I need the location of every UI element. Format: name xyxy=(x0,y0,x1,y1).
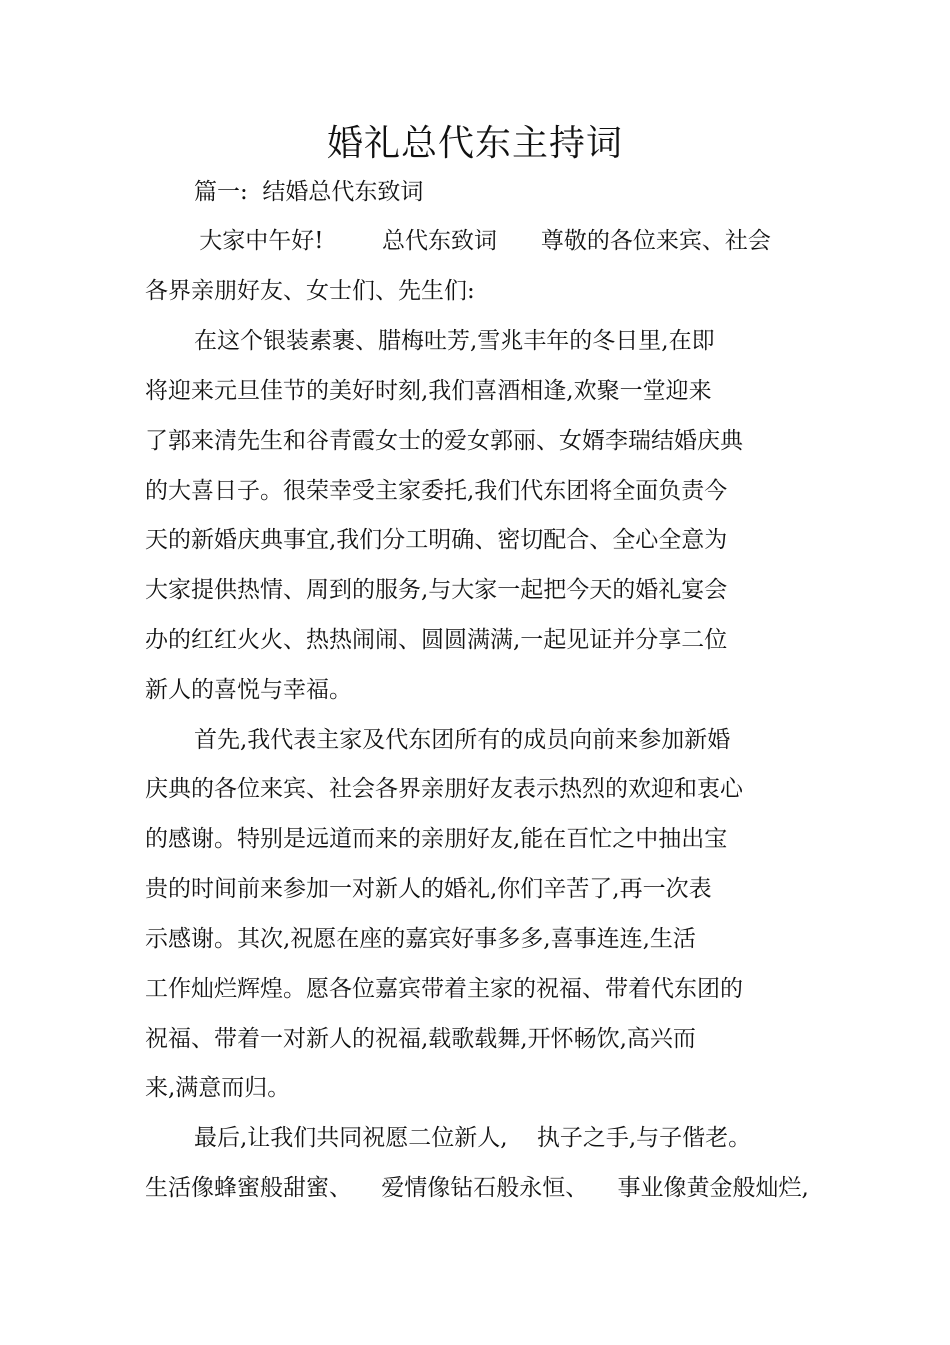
text-line: 庆典的各位来宾、社会各界亲朋好友表示热烈的欢迎和衷心 xyxy=(145,776,743,802)
text-line: 示感谢。其次,祝愿在座的嘉宾好事多多,喜事连连,生活 xyxy=(145,926,696,952)
text-line: 祝福、带着一对新人的祝福,载歌载舞,开怀畅饮,高兴而 xyxy=(145,1026,696,1052)
text-line: 在这个银装素裹、腊梅吐芳,雪兆丰年的冬日里,在即 xyxy=(194,328,715,354)
text-line: 生活像蜂蜜般甜蜜、 爱情像钻石般永恒、 事业像黄金般灿烂, xyxy=(145,1175,809,1201)
text-line: 来,满意而归。 xyxy=(145,1075,291,1101)
text-line: 各界亲朋好友、女士们、先生们: xyxy=(145,278,475,304)
text-line: 贵的时间前来参加一对新人的婚礼,你们辛苦了,再一次表 xyxy=(145,876,712,902)
text-line: 办的红红火火、热热闹闹、圆圆满满,一起见证并分享二位 xyxy=(145,627,728,653)
text-line: 工作灿烂辉煌。愿各位嘉宾带着主家的祝福、带着代东团的 xyxy=(145,976,743,1002)
text-line: 最后,让我们共同祝愿二位新人, 执子之手,与子偕老。 xyxy=(194,1125,752,1151)
text-line: 大家提供热情、周到的服务,与大家一起把今天的婚礼宴会 xyxy=(145,577,728,603)
section-heading: 篇一: 结婚总代东致词 xyxy=(194,179,424,205)
document-title: 婚礼总代东主持词 xyxy=(326,123,623,164)
text-line: 首先,我代表主家及代东团所有的成员向前来参加新婚 xyxy=(194,727,731,753)
text-line: 了郭来清先生和谷青霞女士的爱女郭丽、女婿李瑞结婚庆典 xyxy=(145,428,743,454)
text-line: 的感谢。特别是远道而来的亲朋好友,能在百忙之中抽出宝 xyxy=(145,826,728,852)
text-line: 的大喜日子。很荣幸受主家委托,我们代东团将全面负责今 xyxy=(145,478,728,504)
text-line: 大家中午好! 总代东致词 尊敬的各位来宾、社会 xyxy=(170,228,771,254)
text-line: 天的新婚庆典事宜,我们分工明确、密切配合、全心全意为 xyxy=(145,527,728,553)
text-line: 将迎来元旦佳节的美好时刻,我们喜酒相逢,欢聚一堂迎来 xyxy=(145,378,712,404)
text-line: 新人的喜悦与幸福。 xyxy=(145,677,352,703)
